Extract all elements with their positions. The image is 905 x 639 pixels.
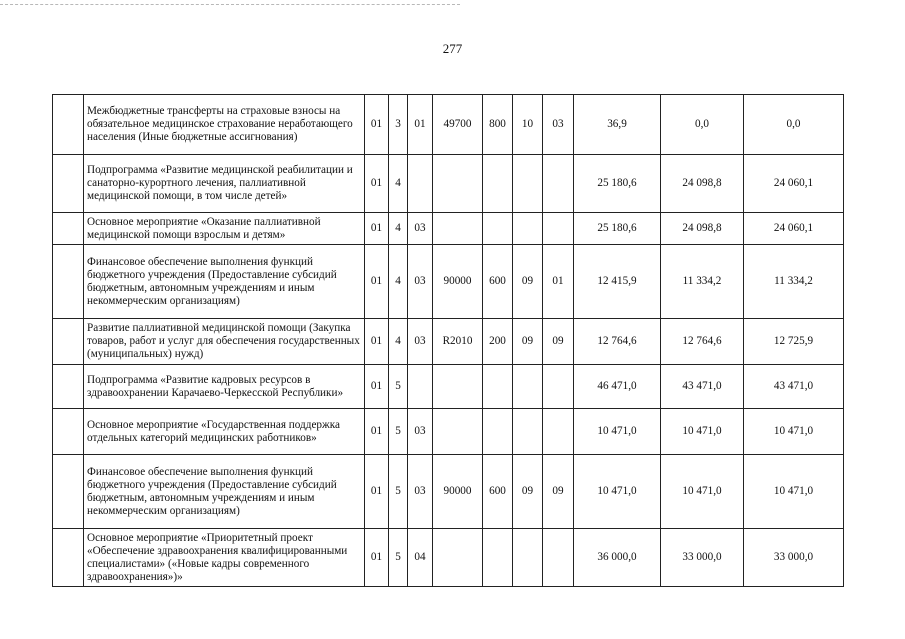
amount-year1-cell: 36 000,0 <box>574 529 661 587</box>
amount-year3-cell: 24 060,1 <box>744 155 844 213</box>
amount-year3-cell: 33 000,0 <box>744 529 844 587</box>
code-direction-cell: 90000 <box>433 455 483 529</box>
code-expense-type-cell: 600 <box>483 455 513 529</box>
code-direction-cell <box>433 529 483 587</box>
code-subprogram-cell: 4 <box>389 213 408 245</box>
page-number: 277 <box>442 41 463 56</box>
table-row <box>53 365 844 409</box>
row-name-cell: Основное мероприятие «Приоритетный проект «Обеспечение здравоохранения квалифицированными специалистами» («Новые кадры современного здравоохранения»)» <box>84 529 365 587</box>
code-subsection-cell: 03 <box>543 95 574 155</box>
code-gp-cell: 01 <box>365 409 389 455</box>
code-section-cell <box>513 213 543 245</box>
code-gp-cell: 01 <box>365 155 389 213</box>
code-subprogram-cell: 5 <box>389 455 408 529</box>
amount-year3-cell: 12 725,9 <box>744 319 844 365</box>
code-section-cell <box>513 155 543 213</box>
amount-year1-cell: 12 415,9 <box>574 245 661 319</box>
table-row <box>53 245 844 319</box>
table-row <box>53 529 844 587</box>
row-name-cell: Основное мероприятие «Государственная поддержка отдельных категорий медицинских работников» <box>84 409 365 455</box>
budget-table <box>52 94 844 587</box>
row-name-cell: Межбюджетные трансферты на страховые взносы на обязательное медицинское страхование неработающего населения (Иные бюджетные ассигнования) <box>84 95 365 155</box>
code-gp-cell: 01 <box>365 213 389 245</box>
code-gp-cell: 01 <box>365 455 389 529</box>
row-index-cell <box>53 213 84 245</box>
amount-year1-cell: 36,9 <box>574 95 661 155</box>
code-subprogram-cell: 4 <box>389 155 408 213</box>
code-event-cell: 04 <box>408 529 433 587</box>
table-row <box>53 155 844 213</box>
code-event-cell: 01 <box>408 95 433 155</box>
code-direction-cell: R2010 <box>433 319 483 365</box>
code-expense-type-cell <box>483 365 513 409</box>
code-subsection-cell <box>543 213 574 245</box>
code-section-cell: 09 <box>513 455 543 529</box>
row-index-cell <box>53 455 84 529</box>
row-index-cell <box>53 409 84 455</box>
row-name-cell: Финансовое обеспечение выполнения функций бюджетного учреждения (Предоставление субсидий бюджетным, автономным учреждениям и иным некоммерческим организациям) <box>84 245 365 319</box>
code-section-cell: 09 <box>513 245 543 319</box>
amount-year2-cell: 10 471,0 <box>661 409 744 455</box>
code-expense-type-cell <box>483 409 513 455</box>
row-name-cell: Подпрограмма «Развитие кадровых ресурсов в здравоохранении Карачаево-Черкесской Республики» <box>84 365 365 409</box>
amount-year3-cell: 10 471,0 <box>744 409 844 455</box>
amount-year3-cell: 10 471,0 <box>744 455 844 529</box>
code-section-cell: 10 <box>513 95 543 155</box>
code-expense-type-cell: 600 <box>483 245 513 319</box>
code-expense-type-cell <box>483 213 513 245</box>
code-expense-type-cell <box>483 529 513 587</box>
amount-year3-cell: 43 471,0 <box>744 365 844 409</box>
row-index-cell <box>53 155 84 213</box>
amount-year2-cell: 24 098,8 <box>661 155 744 213</box>
amount-year2-cell: 10 471,0 <box>661 455 744 529</box>
code-direction-cell <box>433 365 483 409</box>
code-event-cell: 03 <box>408 319 433 365</box>
amount-year3-cell: 11 334,2 <box>744 245 844 319</box>
code-gp-cell: 01 <box>365 529 389 587</box>
code-gp-cell: 01 <box>365 95 389 155</box>
code-subsection-cell <box>543 155 574 213</box>
amount-year2-cell: 11 334,2 <box>661 245 744 319</box>
code-subprogram-cell: 5 <box>389 529 408 587</box>
row-name-cell: Финансовое обеспечение выполнения функций бюджетного учреждения (Предоставление субсидий бюджетным, автономным учреждениям и иным некоммерческим организациям) <box>84 455 365 529</box>
code-gp-cell: 01 <box>365 365 389 409</box>
amount-year1-cell: 10 471,0 <box>574 455 661 529</box>
amount-year2-cell: 33 000,0 <box>661 529 744 587</box>
scan-edge-line <box>0 4 460 5</box>
code-event-cell <box>408 365 433 409</box>
code-subprogram-cell: 4 <box>389 319 408 365</box>
amount-year2-cell: 12 764,6 <box>661 319 744 365</box>
code-event-cell: 03 <box>408 455 433 529</box>
code-event-cell <box>408 155 433 213</box>
code-direction-cell <box>433 213 483 245</box>
code-direction-cell <box>433 155 483 213</box>
table-row <box>53 213 844 245</box>
table-row <box>53 409 844 455</box>
amount-year3-cell: 0,0 <box>744 95 844 155</box>
row-name-cell: Основное мероприятие «Оказание паллиативной медицинской помощи взрослым и детям» <box>84 213 365 245</box>
code-subprogram-cell: 5 <box>389 365 408 409</box>
row-index-cell <box>53 245 84 319</box>
amount-year1-cell: 46 471,0 <box>574 365 661 409</box>
table-row <box>53 455 844 529</box>
row-index-cell <box>53 365 84 409</box>
code-subsection-cell: 01 <box>543 245 574 319</box>
table-row <box>53 95 844 155</box>
code-section-cell: 09 <box>513 319 543 365</box>
code-subsection-cell <box>543 529 574 587</box>
row-index-cell <box>53 529 84 587</box>
code-direction-cell: 49700 <box>433 95 483 155</box>
amount-year2-cell: 43 471,0 <box>661 365 744 409</box>
amount-year3-cell: 24 060,1 <box>744 213 844 245</box>
amount-year1-cell: 25 180,6 <box>574 213 661 245</box>
code-subprogram-cell: 4 <box>389 245 408 319</box>
code-gp-cell: 01 <box>365 319 389 365</box>
amount-year1-cell: 25 180,6 <box>574 155 661 213</box>
code-event-cell: 03 <box>408 213 433 245</box>
row-index-cell <box>53 95 84 155</box>
amount-year1-cell: 12 764,6 <box>574 319 661 365</box>
code-subsection-cell: 09 <box>543 455 574 529</box>
table-row <box>53 319 844 365</box>
code-subsection-cell: 09 <box>543 319 574 365</box>
code-subsection-cell <box>543 365 574 409</box>
code-subsection-cell <box>543 409 574 455</box>
code-section-cell <box>513 409 543 455</box>
code-section-cell <box>513 365 543 409</box>
table-body <box>53 95 844 587</box>
code-gp-cell: 01 <box>365 245 389 319</box>
row-name-cell: Подпрограмма «Развитие медицинской реабилитации и санаторно-курортного лечения, паллиативной медицинской помощи, в том числе детей» <box>84 155 365 213</box>
amount-year2-cell: 0,0 <box>661 95 744 155</box>
code-event-cell: 03 <box>408 409 433 455</box>
code-subprogram-cell: 3 <box>389 95 408 155</box>
code-subprogram-cell: 5 <box>389 409 408 455</box>
code-direction-cell <box>433 409 483 455</box>
code-expense-type-cell <box>483 155 513 213</box>
amount-year1-cell: 10 471,0 <box>574 409 661 455</box>
code-expense-type-cell: 800 <box>483 95 513 155</box>
row-name-cell: Развитие паллиативной медицинской помощи (Закупка товаров, работ и услуг для обеспечения государственных (муниципальных) нужд) <box>84 319 365 365</box>
code-expense-type-cell: 200 <box>483 319 513 365</box>
code-event-cell: 03 <box>408 245 433 319</box>
amount-year2-cell: 24 098,8 <box>661 213 744 245</box>
row-index-cell <box>53 319 84 365</box>
code-section-cell <box>513 529 543 587</box>
code-direction-cell: 90000 <box>433 245 483 319</box>
